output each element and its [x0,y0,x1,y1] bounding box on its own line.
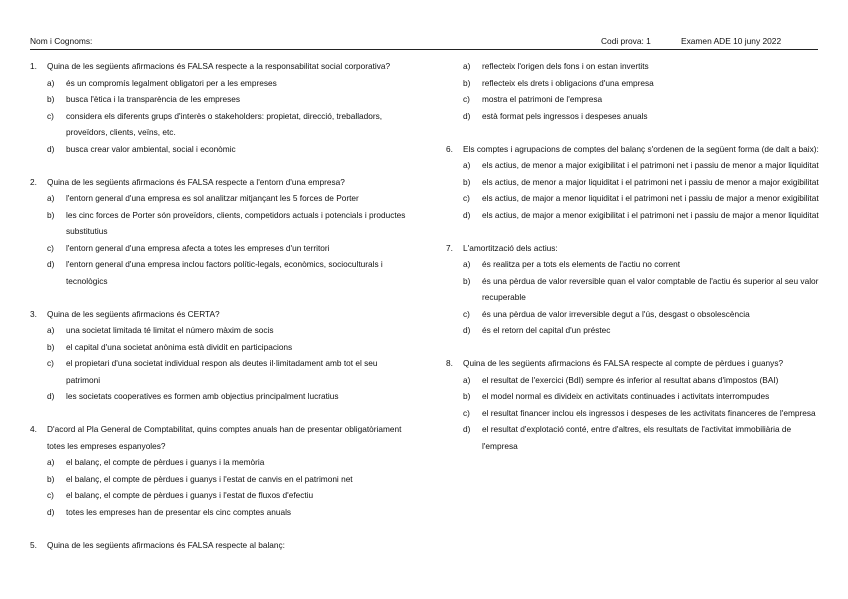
option-letter: a) [463,61,471,71]
option-letter: d) [47,506,55,517]
question-number: 7. [446,242,453,253]
option-letter: b) [47,94,55,104]
option-text: el balanç, el compte de pèrdues i guanys i la memòria [66,457,265,467]
answer-option [30,207,412,240]
question [446,141,826,224]
option-letter: c) [463,308,470,319]
question [30,537,412,554]
option-text: el propietari d'una societat individual respon als deutes il·limitadament amb tot el seu patrimoni [66,358,378,385]
question-text: Quina de les següents afirmacions és CERTA? [47,308,220,319]
answer-option [446,273,826,306]
exam-title: Examen ADE 10 juny 2022 [681,36,782,46]
option-text: és realitza per a tots els elements de l'actiu no corrent [482,259,681,269]
option-letter: c) [463,407,470,418]
option-text: l'entorn general d'una empresa es sol analitzar mitjançant les 5 forces de Porter [66,193,359,203]
option-text: el model normal es divideix en activitats continuades i activitats interrompudes [482,391,770,401]
question-text: Els comptes i agrupacions de comptes del balanç s'ordenen de la següent forma (de dalt a baix): [463,143,819,154]
page-header [30,36,818,50]
question-stem [30,306,412,323]
question-number: 3. [30,308,37,319]
option-text: considera els diferents grups d'interès o stakeholders: propietat, direcció, treballadors, proveïdors, clients, veïns, etc. [66,110,383,137]
option-text: reflecteix l'origen dels fons i on estan invertits [482,61,649,71]
question [30,174,412,290]
answer-option [30,141,412,158]
option-text: està format pels ingressos i despeses anuals [482,110,648,121]
option-text: és una pèrdua de valor reversible quan el valor comptable de l'actiu és superior al seu valor recuperable [482,275,819,302]
left-column [30,58,412,570]
exam-code: Codi prova: 1 [601,36,651,46]
answer-option [446,388,826,405]
answer-option [446,405,826,422]
option-text: el capital d'una societat anònima està dividit en participacions [66,341,293,352]
option-text: el balanç, el compte de pèrdues i guanys i l'estat de canvis en el patrimoni net [66,473,353,484]
question-stem [30,537,412,554]
option-text: les societats cooperatives es formen amb objectius principalment lucratius [66,391,339,401]
answer-option [30,256,412,289]
answer-option [446,157,826,174]
answer-option [446,207,826,224]
option-letter: c) [463,94,470,104]
name-label: Nom i Cognoms: [30,36,93,46]
answer-option [446,256,826,273]
option-text: els actius, de major a menor exigibilitat i el patrimoni net i passiu de major a menor liquiditat [482,209,819,220]
question-5-options [446,58,826,124]
option-text: el resultat de l'exercici (BdI) sempre és inferior al resultat abans d'impostos (BAI) [482,374,779,385]
option-text: busca crear valor ambiental, social i econòmic [66,143,236,154]
option-letter: a) [47,457,55,467]
option-letter: c) [463,193,470,203]
answer-option [446,91,826,108]
option-text: reflecteix els drets i obligacions d'una empresa [482,77,654,88]
option-text: els actius, de major a menor liquiditat i el patrimoni net i passiu de major a menor exigibilitat [482,193,819,203]
answer-option [30,75,412,92]
answer-option [30,108,412,141]
option-text: una societat limitada té limitat el número màxim de socis [66,325,274,335]
answer-option [30,504,412,521]
question-text: Quina de les següents afirmacions és FALSA respecte a l'entorn d'una empresa? [47,176,345,187]
answer-option [446,306,826,323]
option-letter: a) [463,160,471,170]
option-letter: a) [47,77,55,88]
answer-option [30,322,412,339]
option-text: el resultat financer inclou els ingressos i despeses de les activitats financeres de l'empresa [482,407,816,418]
option-letter: a) [463,374,471,385]
option-letter: a) [463,259,471,269]
option-text: és un compromís legalment obligatori per a les empreses [66,77,277,88]
answer-option [30,471,412,488]
question-number: 5. [30,539,37,550]
option-text: els actius, de menor a major liquiditat i el patrimoni net i passiu de menor a major exigibilitat [482,176,819,187]
option-letter: a) [47,193,55,203]
answer-option [30,355,412,388]
option-letter: c) [47,110,54,121]
option-letter: d) [463,110,471,121]
option-letter: d) [463,325,471,335]
option-text: el resultat d'explotació conté, entre d'altres, els resultats de l'activitat immobiliària de l'empresa [482,424,792,451]
answer-option [446,174,826,191]
question-stem [30,421,412,454]
option-letter: b) [47,341,55,352]
answer-option [446,58,826,75]
answer-option [30,190,412,207]
option-letter: c) [47,242,54,253]
right-column [446,58,826,471]
option-text: totes les empreses han de presentar els cinc comptes anuals [66,506,292,517]
answer-option [446,75,826,92]
option-letter: d) [47,391,55,401]
question-number: 6. [446,143,453,154]
question [30,421,412,520]
question-number: 8. [446,358,453,368]
answer-option [30,91,412,108]
option-letter: d) [47,259,55,269]
option-text: l'entorn general d'una empresa afecta a totes les empreses d'un territori [66,242,330,253]
question [446,240,826,339]
question-stem [30,174,412,191]
question-stem [446,141,826,158]
option-letter: c) [47,358,54,368]
option-text: el balanç, el compte de pèrdues i guanys i l'estat de fluxos d'efectiu [66,490,314,500]
question-text: L'amortització dels actius: [463,242,558,253]
question [30,306,412,405]
option-letter: d) [463,424,471,434]
answer-option [446,372,826,389]
question-stem [446,240,826,257]
question-text: Quina de les següents afirmacions és FALSA respecte al balanç: [47,539,285,550]
question [30,58,412,157]
option-letter: b) [47,209,55,220]
question-number: 1. [30,61,37,71]
answer-option [30,388,412,405]
question [446,355,826,454]
answer-option [30,454,412,471]
question-stem [30,58,412,75]
option-text: és una pèrdua de valor irreversible degut a l'ús, desgast o obsolescència [482,308,750,319]
question-number: 2. [30,176,37,187]
option-letter: b) [463,275,471,286]
answer-option [446,108,826,125]
option-text: els actius, de menor a major exigibilitat i el patrimoni net i passiu de menor a major liquiditat [482,160,819,170]
option-text: és el retorn del capital d'un préstec [482,325,611,335]
question-stem [446,355,826,372]
option-letter: d) [47,143,55,154]
answer-option [446,421,826,454]
option-letter: b) [463,391,471,401]
option-letter: b) [47,473,55,484]
option-text: mostra el patrimoni de l'empresa [482,94,603,104]
answer-option [30,487,412,504]
question-number: 4. [30,424,37,434]
question-text: Quina de les següents afirmacions és FALSA respecte a la responsabilitat social corporativa? [47,61,391,71]
answer-option [446,190,826,207]
question-text: D'acord al Pla General de Comptabilitat, quins comptes anuals han de presentar obligatòriament totes les empreses espanyoles? [47,424,402,451]
option-letter: b) [463,176,471,187]
option-text: busca l'ètica i la transparència de les empreses [66,94,241,104]
answer-option [30,240,412,257]
option-letter: a) [47,325,55,335]
answer-option [30,339,412,356]
option-text: l'entorn general d'una empresa inclou factors polític-legals, econòmics, socioculturals i tecnològics [66,259,383,286]
option-text: les cinc forces de Porter són proveïdors, clients, competidors actuals i potencials i productes substitutius [66,209,406,236]
option-letter: b) [463,77,471,88]
answer-option [446,322,826,339]
option-letter: d) [463,209,471,220]
question-text: Quina de les següents afirmacions és FALSA respecte al compte de pèrdues i guanys? [463,358,784,368]
option-letter: c) [47,490,54,500]
